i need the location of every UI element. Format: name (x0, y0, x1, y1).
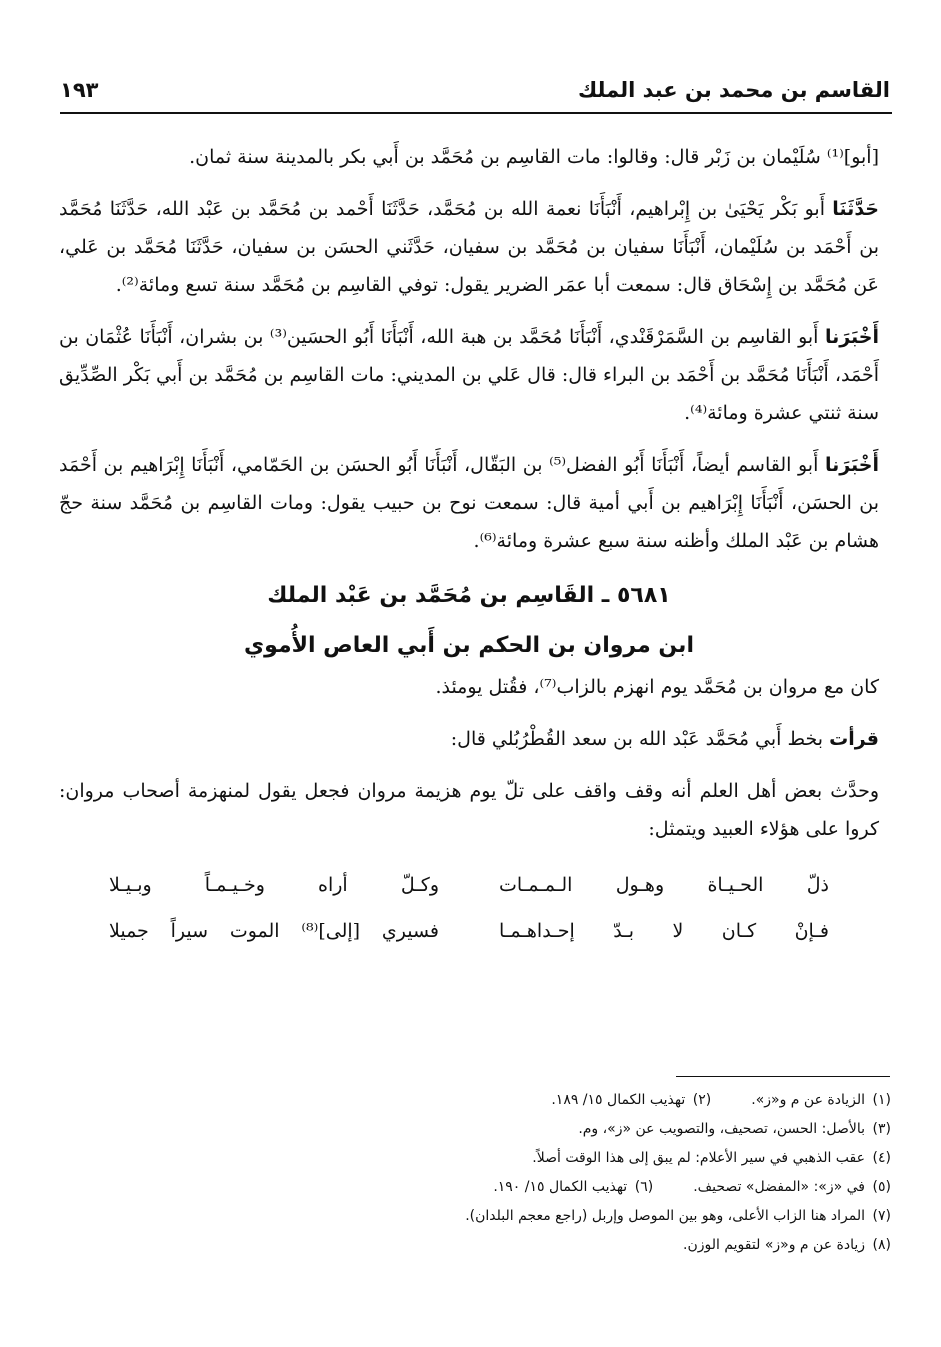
poem-verse-2 (109, 908, 829, 954)
page-number: ١٩٣ (60, 78, 99, 102)
footnote (693, 1173, 891, 1202)
main-text (59, 138, 879, 954)
footnote-row (211, 1231, 891, 1260)
footnote-text: في «ز»: «المفضل» تصحيف. (693, 1179, 865, 1195)
entry-paragraph-1 (59, 668, 879, 706)
footnote-number: (٥) (872, 1179, 891, 1195)
paragraph-3 (59, 318, 879, 432)
footnote (683, 1231, 891, 1260)
footnote (465, 1202, 891, 1231)
footnote-number: (٣) (872, 1121, 891, 1137)
paragraph-4-lead: أَخْبَرَنا (824, 454, 879, 476)
footnote (578, 1115, 891, 1144)
paragraph-2 (59, 190, 879, 304)
verse-2-second-hemistich: فسيري [إلى]⁽⁸⁾ الموت سيراً جميلا (109, 920, 439, 942)
paragraph-3-text: أَبو القاسِم بن السَّمَرْقَنْدي، أَنْبَأَنَا مُحَمَّد بن هبة الله، أَنْبَأَنَا أَبُو الحسَين⁽³⁾ بن بشران، أَنْبَأَنَا عُثْمَان بن أَحْمَد، أَنْبَأَنَا مُحَمَّد بن أَحْمَد بن البراء قال: قال عَلي بن المديني: مات القاسِم بن مُحَمَّد بن أَبي بَكْر الصِّدِّيق سنة ثنتي عشرة ومائة⁽⁴⁾. (59, 326, 879, 424)
entry-paragraph-3-text: وحدَّث بعض أهل العلم أنه وقف واقف على تلّ يوم هزيمة مروان فجعل يقول لمنهزمة أصحاب مروان: كروا على هؤلاء العبيد ويتمثل: (59, 780, 879, 840)
verse-1-first-hemistich: ذلّ الحـيـاة وهـول الـمـمـات (499, 874, 829, 896)
entry-paragraph-2-lead: قرأت (829, 728, 879, 750)
footnote (532, 1144, 891, 1173)
entry-heading-line-1: ٥٦٨١ ـ القَاسِم بن مُحَمَّد بن عَبْد الملك (267, 583, 671, 608)
entry-paragraph-2 (59, 720, 879, 758)
footnote-row (211, 1086, 891, 1115)
footnote-text: المراد هنا الزاب الأعلى، وهو بين الموصل وإربل (راجع معجم البلدان). (465, 1208, 865, 1224)
header-divider (60, 112, 892, 114)
running-header (60, 78, 890, 108)
footnote-row (211, 1173, 891, 1202)
footnote-row (211, 1144, 891, 1173)
footnote (551, 1086, 711, 1115)
footnote-number: (٤) (872, 1150, 891, 1166)
footnote-row (211, 1202, 891, 1231)
footnote-number: (٧) (872, 1208, 891, 1224)
entry-paragraph-2-text: بخط أَبي مُحَمَّد عَبْد الله بن سعد القُطْرُبُلي قال: (450, 728, 830, 750)
paragraph-3-lead: أَخْبَرَنا (824, 326, 879, 348)
footnote-text: عقب الذهبي في سير الأعلام: لم يبق إلى هذا الوقت أصلاً. (532, 1150, 865, 1166)
footnote-text: بالأصل: الحسن، تصحيف، والتصويب عن «ز»، وم. (578, 1121, 865, 1137)
poem-verse-1 (109, 862, 829, 908)
entry-paragraph-3 (59, 772, 879, 848)
footnotes (211, 1086, 891, 1260)
paragraph-4 (59, 446, 879, 560)
footnote-number: (٦) (634, 1179, 654, 1195)
footnote-number: (١) (872, 1092, 891, 1108)
verse-1-second-hemistich: وكـلّ أراه وخـيـمـاً وبـيـلا (109, 874, 439, 896)
paragraph-2-text: أَبو بَكْر يَحْيَىٰ بن إِبْراهيم، أَنْبَأَنَا نعمة الله بن مُحَمَّد، حَدَّثَنَا أَحْمد بن مُحَمَّد بن عَبْد الله، حَدَّثَنَا مُحَمَّد بن أَحْمَد بن سُلَيْمان، أَنْبَأَنَا سفيان بن مُحَمَّد بن سفيان، حَدَّثَني الحسَن بن سفيان، حَدَّثَنَا مُحَمَّد بن عَلي، عَن مُحَمَّد بن إِسْحَاق قال: سمعت أبا عمَر الضرير يقول: توفي القاسِم بن مُحَمَّد سنة تسع ومائة⁽²⁾. (59, 198, 879, 296)
paragraph-4-text: أَبو القاسم أيضاً، أَنْبَأَنَا أَبُو الفضل⁽⁵⁾ بن البَقّال، أَنْبَأَنَا أَبُو الحسَن بن الحَمّامي، أَنْبَأَنَا إِبْرَاهيم بن أَحْمَد بن الحسَن، أَنْبَأَنَا إِبْرَاهيم بن أَبي أمية قال: سمعت نوح بن حبيب يقول: ومات القاسِم بن مُحَمَّد سنة حجّ هشام بن عَبْد الملك وأظنه سنة سبع عشرة ومائة⁽⁶⁾. (59, 454, 879, 552)
paragraph-1 (59, 138, 879, 176)
verse-2-first-hemistich: فـإنْ كـان لا بـدّ إحـداهـمـا (499, 920, 829, 942)
entry-heading-line-2: ابن مروان بن الحكم بن أَبي العاص الأُموي (244, 633, 694, 658)
footnote-row (211, 1115, 891, 1144)
footnote-text: تهذيب الكمال ١٥/ ١٨٩. (551, 1092, 686, 1108)
footnote-text: الزيادة عن م و«ز». (751, 1092, 865, 1108)
poem (109, 862, 829, 954)
footnote (751, 1086, 891, 1115)
footnote-text: زيادة عن م و«ز» لتقويم الوزن. (683, 1237, 865, 1253)
running-title: القاسم بن محمد بن عبد الملك (577, 78, 890, 102)
paragraph-2-lead: حَدَّثَنَا (832, 198, 879, 220)
footnote (493, 1173, 653, 1202)
footnote-number: (٨) (872, 1237, 891, 1253)
entry-paragraph-1-text: كان مع مروان بن مُحَمَّد يوم انهزم بالزاب⁽⁷⁾، فقُتل يومئذ. (435, 676, 879, 698)
footnote-divider (676, 1076, 890, 1077)
paragraph-1-text: [أبو]⁽¹⁾ سُلَيْمان بن زَبْر قال: وقالوا: مات القاسِم بن مُحَمَّد بن أَبي بكر بالمدينة سنة ثمان. (189, 146, 879, 168)
footnote-text: تهذيب الكمال ١٥/ ١٩٠. (493, 1179, 628, 1195)
footnote-number: (٢) (692, 1092, 712, 1108)
